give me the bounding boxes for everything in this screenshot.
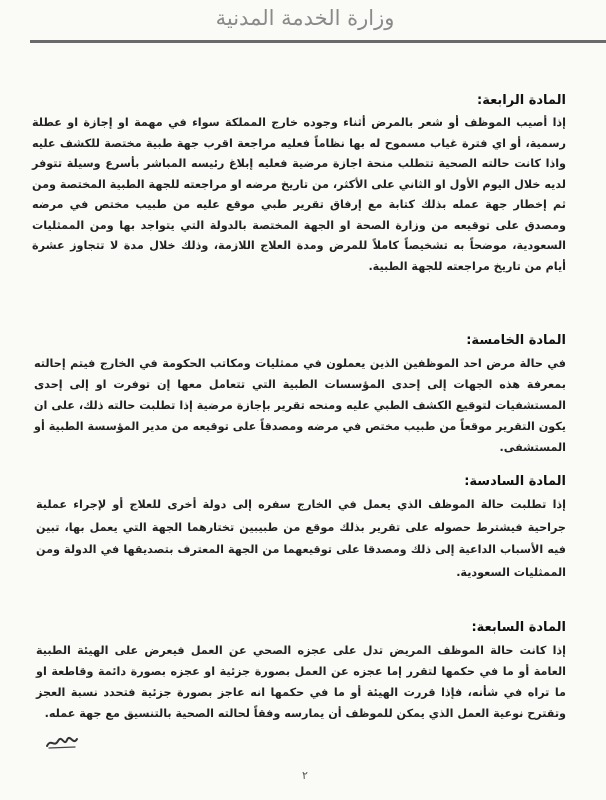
article-5-heading: المادة الخامسة: xyxy=(466,333,566,348)
article-6 xyxy=(36,474,566,584)
article-4-heading: المادة الرابعة: xyxy=(477,93,566,108)
article-7-heading: المادة السابعة: xyxy=(471,620,566,635)
page-number: ٢ xyxy=(302,769,308,782)
article-4-text: إذا أصيب الموظف أو شعر بالمرض أثناء وجوده خارج المملكة سواء في مهمة او إجازة او عطلة رسمية، أو اي فترة غياب مسموح له بها نظاماً فعليه مراجعة اقرب جهة طبية مختصة للكشف عليه واذا كانت حالته الصحية تتطلب منحة اجازة مرضية فعليه إبلاغ رئيسه المباشر بأسرع وسيلة تتوفر لديه خلال اليوم الأول او الثاني على الأكثر، من تاريخ مرضه او مراجعته للجهة الطبية المختصة ومن ثم إخطار جهة عمله بذلك كتابة مع إرفاق تقرير طبي موقع عليه من طبيب مختص في مرضه ومصدق على توقيعه من وزارة الصحة او الجهة المختصة بالدولة التي يتواجد بها ومن الممثليات السعودية، موضحاً به تشخيصاً كاملاً للمرض ومدة العلاج اللازمة، وذلك خلال مدة لا تتجاوز عشرة أيام من تاريخ مراجعته للجهة الطبية. xyxy=(32,116,566,273)
article-4 xyxy=(32,93,566,277)
article-6-text: إذا تطلبت حالة الموظف الذي يعمل في الخارج سفره إلى دولة أخرى للعلاج أو لإجراء عملية جراحية فيشترط حصوله على تقرير بذلك موقع من طبيبين تختارهما الجهة التي يعمل بها، تبين فيه الأسباب الداعية إلى ذلك ومصدقا على توقيعهما من الجهة المعترف بتصديقها في الدولة ومن الممثليات السعودية. xyxy=(36,498,566,579)
article-7 xyxy=(36,620,566,724)
article-6-heading: المادة السادسة: xyxy=(464,474,566,489)
initials-signature xyxy=(45,734,79,750)
article-7-text: إذا كانت حالة الموظف المريض تدل على عجزه الصحي عن العمل فيعرض على الهيئة الطبية العامة أو ما في حكمها لتقرر إما عجزه عن العمل بصورة جزئية او عجزه بصورة دائمة وقاطعة او ما تراه في شأنه، فإذا قررت الهيئة أو ما في حكمها انه عاجز بصورة جزئية فتحدد نسبة العجز وتقترح نوعية العمل الذي يمكن للموظف أن يمارسه وفقاً لحالته الصحية بالتنسيق مع جهة عمله. xyxy=(36,644,566,720)
header-divider xyxy=(30,40,606,43)
ministry-header: وزارة الخدمة المدنية xyxy=(215,6,395,30)
article-5-text: في حالة مرض احد الموظفين الذين يعملون في ممثليات ومكاتب الحكومة في الخارج فيتم إحالته بمعرفة هذه الجهات إلى إحدى المؤسسات الطبية التي تتعامل معها إن توفرت او إلى إحدى المستشفيات لتوقيع الكشف الطبي عليه ومنحه تقرير بإجازة مرضية إذا تطلبت حالته ذلك، على ان يكون التقرير موقعاً من طبيب مختص في مرضه ومصدقاً على توقيعه من مدير المؤسسة الطبية أو المستشفى. xyxy=(34,357,566,454)
article-5 xyxy=(34,333,566,458)
